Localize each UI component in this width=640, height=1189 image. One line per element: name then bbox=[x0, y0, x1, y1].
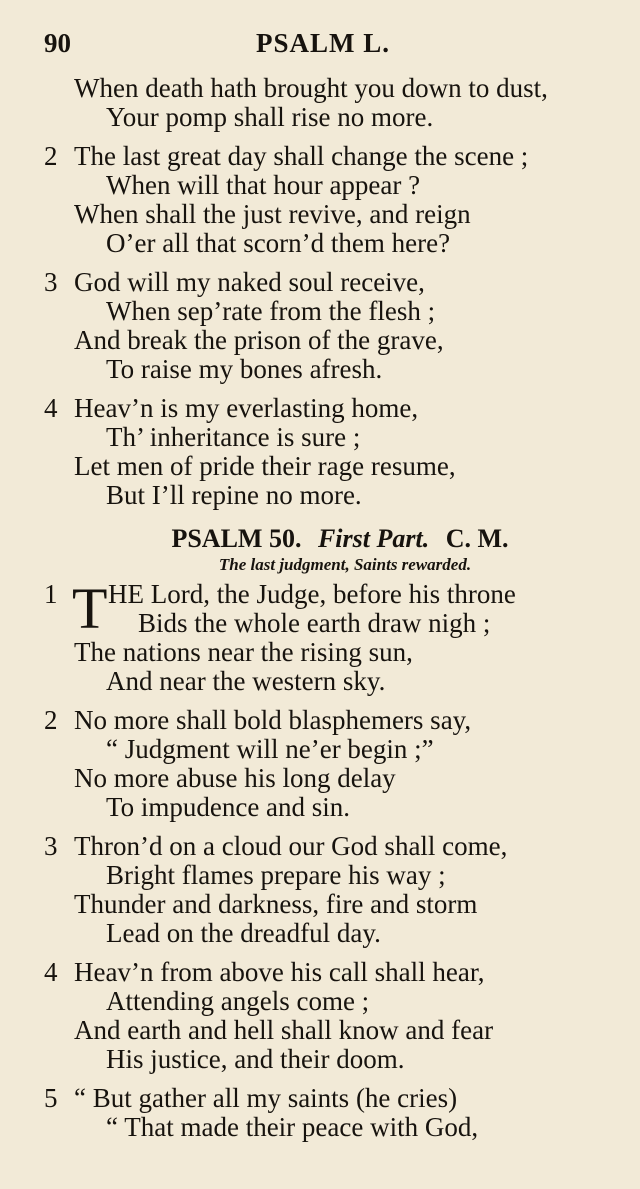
verse-line: God will my naked soul receive, bbox=[74, 267, 425, 297]
psalm-meter: C. M. bbox=[445, 524, 509, 553]
stanza-number: 4 bbox=[44, 957, 58, 987]
stanza bbox=[0, 268, 640, 384]
stanza bbox=[0, 706, 640, 822]
verse-line: When shall the just revive, and reign bbox=[74, 199, 471, 229]
stanza bbox=[0, 576, 640, 696]
verse-line: Bright flames prepare his way ; bbox=[106, 860, 446, 890]
stanza-continuation bbox=[0, 74, 640, 132]
verse-line: “ Judgment will ne’er begin ;” bbox=[106, 734, 434, 764]
verse-line: Lead on the dreadful day. bbox=[106, 918, 381, 948]
verse-line: “ That made their peace with God, bbox=[106, 1112, 479, 1142]
verse-line: Attending angels come ; bbox=[106, 986, 370, 1016]
page-header bbox=[0, 28, 640, 64]
verse-line: To raise my bones afresh. bbox=[106, 354, 383, 384]
verse-line: The nations near the rising sun, bbox=[74, 637, 413, 667]
stanza bbox=[0, 1084, 640, 1142]
stanza-number: 4 bbox=[44, 393, 58, 423]
stanza-number: 2 bbox=[44, 705, 58, 735]
verse-line: And near the western sky. bbox=[106, 666, 386, 696]
page-number: 90 bbox=[44, 28, 71, 58]
verse-line: But I’ll repine no more. bbox=[106, 480, 362, 510]
verse-line: Let men of pride their rage resume, bbox=[74, 451, 456, 481]
verse-line: Thunder and darkness, fire and storm bbox=[74, 889, 478, 919]
stanza bbox=[0, 142, 640, 258]
verse-line: When sep’rate from the flesh ; bbox=[106, 296, 436, 326]
drop-cap: T bbox=[72, 576, 108, 641]
verse-line: Heav’n from above his call shall hear, bbox=[74, 957, 485, 987]
verse-line: Thron’d on a cloud our God shall come, bbox=[74, 831, 508, 861]
verse-line: And break the prison of the grave, bbox=[74, 325, 444, 355]
stanza bbox=[0, 832, 640, 948]
verse-line: Th’ inheritance is sure ; bbox=[106, 422, 361, 452]
running-head: PSALM L. bbox=[256, 28, 391, 58]
verse-line: Your pomp shall rise no more. bbox=[106, 102, 434, 132]
verse-line: The last great day shall change the scene ; bbox=[74, 141, 529, 171]
stanza-number: 1 bbox=[44, 579, 58, 609]
stanza-number: 2 bbox=[44, 141, 58, 171]
stanza-number: 3 bbox=[44, 267, 58, 297]
verse-line: His justice, and their doom. bbox=[106, 1044, 405, 1074]
verse-line: HE Lord, the Judge, before his throne bbox=[108, 579, 516, 609]
verse-line: When death hath brought you down to dust, bbox=[74, 73, 548, 103]
psalm-part: First Part. bbox=[317, 524, 430, 553]
verse-line: “ But gather all my saints (he cries) bbox=[74, 1083, 458, 1113]
psalm-subtitle: The last judgment, Saints rewarded. bbox=[218, 555, 472, 574]
stanza bbox=[0, 958, 640, 1074]
stanza-number: 5 bbox=[44, 1083, 58, 1113]
verse-line: And earth and hell shall know and fear bbox=[74, 1015, 494, 1045]
verse-line: Bids the whole earth draw nigh ; bbox=[138, 608, 491, 638]
verse-line: O’er all that scorn’d them here? bbox=[106, 228, 451, 258]
verse-line: No more abuse his long delay bbox=[74, 763, 396, 793]
verse-line: To impudence and sin. bbox=[106, 792, 351, 822]
stanza bbox=[0, 394, 640, 510]
stanza-number: 3 bbox=[44, 831, 58, 861]
page-content bbox=[0, 74, 640, 1152]
verse-line: No more shall bold blasphemers say, bbox=[74, 705, 472, 735]
psalm-number: PSALM 50. bbox=[171, 524, 302, 553]
verse-line: Heav’n is my everlasting home, bbox=[74, 393, 419, 423]
psalm-title bbox=[0, 524, 640, 554]
verse-line: When will that hour appear ? bbox=[106, 170, 421, 200]
